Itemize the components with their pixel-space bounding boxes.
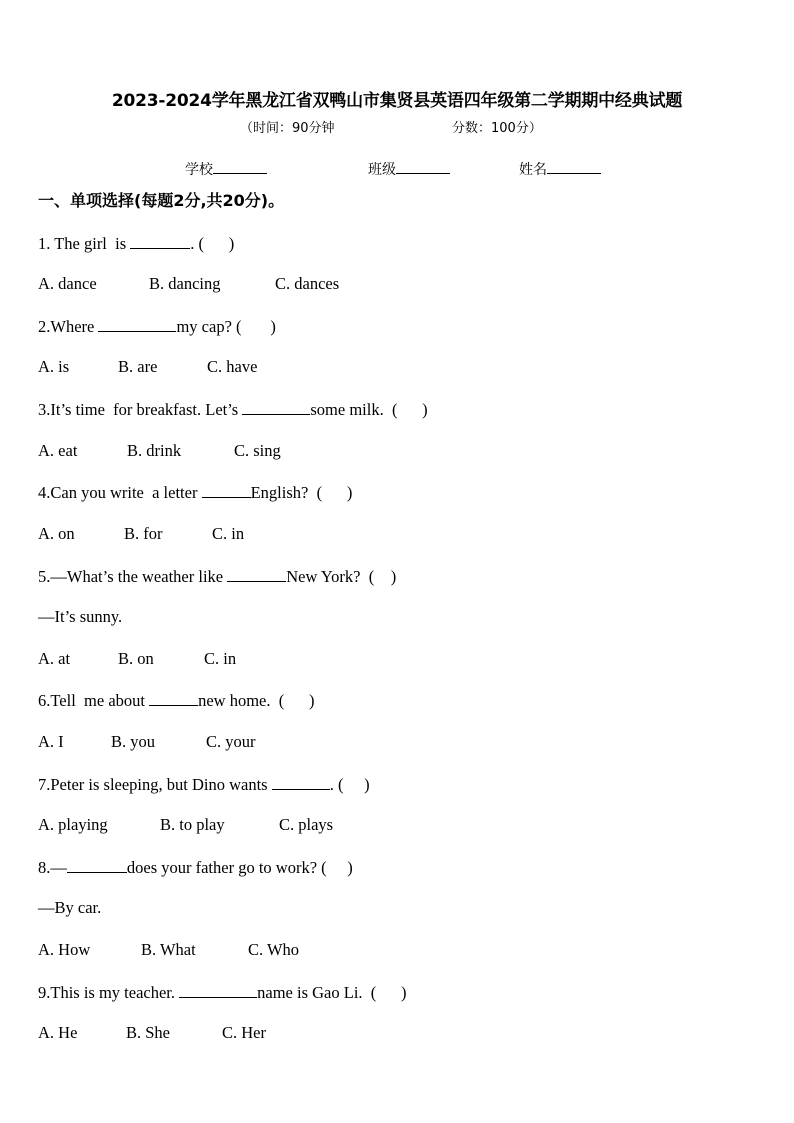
question-text: . ( ) <box>329 775 370 794</box>
school-blank <box>213 159 267 174</box>
option-c: C. plays <box>279 815 334 834</box>
name-blank <box>547 159 601 174</box>
question-1-options <box>38 274 339 294</box>
question-text: my cap? ( ) <box>176 317 276 336</box>
question-text: some milk. ( ) <box>310 400 428 419</box>
option-a: A. at <box>38 649 71 668</box>
name-label: 姓名 <box>519 162 547 178</box>
answer-blank <box>149 690 198 706</box>
answer-blank <box>67 857 127 873</box>
question-2-options <box>38 357 257 377</box>
option-a: A. How <box>38 940 91 959</box>
option-a: A. eat <box>38 441 78 460</box>
school-field <box>185 159 267 179</box>
option-b: B. What <box>141 940 196 959</box>
question-text: 4.Can you write a letter <box>38 483 202 502</box>
answer-blank <box>179 982 257 998</box>
question-text: does your father go to work? ( ) <box>126 858 353 877</box>
name-field <box>519 159 601 179</box>
question-6-options <box>38 732 256 752</box>
section-title: 一、单项选择(每题2分,共20分)。 <box>38 191 285 210</box>
answer-blank <box>242 399 310 415</box>
question-4-options <box>38 524 244 544</box>
option-b: B. dancing <box>149 274 221 293</box>
answer-blank <box>130 233 190 249</box>
answer-blank <box>227 566 286 582</box>
option-c: C. your <box>206 732 256 751</box>
option-c: C. Her <box>222 1023 266 1042</box>
question-text: 7.Peter is sleeping, but Dino wants <box>38 775 272 794</box>
option-a: A. on <box>38 524 75 543</box>
question-3-options <box>38 441 281 461</box>
question-9 <box>38 982 407 1003</box>
question-9-options <box>38 1023 266 1043</box>
question-3 <box>38 399 428 420</box>
option-b: B. for <box>124 524 163 543</box>
question-6 <box>38 690 315 711</box>
answer-blank <box>98 316 176 332</box>
option-a: A. playing <box>38 815 108 834</box>
option-b: B. on <box>118 649 154 668</box>
question-text: New York? ( ) <box>286 567 397 586</box>
school-label: 学校 <box>185 162 213 178</box>
option-a: A. He <box>38 1023 78 1042</box>
class-blank <box>396 159 450 174</box>
question-text: 8.— <box>38 858 67 877</box>
option-a: A. I <box>38 732 64 751</box>
question-text: . ( ) <box>190 234 235 253</box>
question-4 <box>38 482 352 503</box>
answer-blank <box>202 482 251 498</box>
question-text: name is Gao Li. ( ) <box>257 983 407 1002</box>
option-b: B. are <box>118 357 158 376</box>
question-8-reply: —By car. <box>38 898 102 917</box>
question-text: English? ( ) <box>250 483 353 502</box>
answer-blank <box>272 774 330 790</box>
question-text: 1. The girl is <box>38 234 131 253</box>
question-8-options <box>38 940 299 960</box>
question-5-options <box>38 649 236 669</box>
option-a: A. dance <box>38 274 97 293</box>
question-2 <box>38 316 276 337</box>
option-b: B. She <box>126 1023 171 1042</box>
question-5-reply: —It’s sunny. <box>38 607 123 626</box>
question-text: 3.It’s time for breakfast. Let’s <box>38 400 243 419</box>
question-8 <box>38 857 353 878</box>
option-c: C. have <box>207 357 258 376</box>
exam-title: 2023-2024学年黑龙江省双鸭山市集贤县英语四年级第二学期期中经典试题 <box>111 91 683 111</box>
option-b: B. you <box>111 732 156 751</box>
question-text: 6.Tell me about <box>38 691 150 710</box>
question-text: 9.This is my teacher. <box>38 983 180 1002</box>
option-c: C. dances <box>275 274 340 293</box>
class-label: 班级 <box>368 162 396 178</box>
question-text: 5.—What’s the weather like <box>38 567 228 586</box>
option-c: C. sing <box>234 441 281 460</box>
question-1 <box>38 233 234 254</box>
exam-time: （时间：90分钟 <box>240 121 335 136</box>
option-c: C. in <box>212 524 245 543</box>
option-b: B. to play <box>160 815 225 834</box>
exam-score: 分数：100分） <box>452 121 542 136</box>
question-7-options <box>38 815 333 835</box>
option-b: B. drink <box>127 441 182 460</box>
option-a: A. is <box>38 357 70 376</box>
option-c: C. in <box>204 649 237 668</box>
question-5 <box>38 566 396 587</box>
question-text: new home. ( ) <box>198 691 315 710</box>
question-7 <box>38 774 370 795</box>
option-c: C. Who <box>248 940 300 959</box>
question-text: 2.Where <box>38 317 99 336</box>
class-field <box>368 159 450 179</box>
